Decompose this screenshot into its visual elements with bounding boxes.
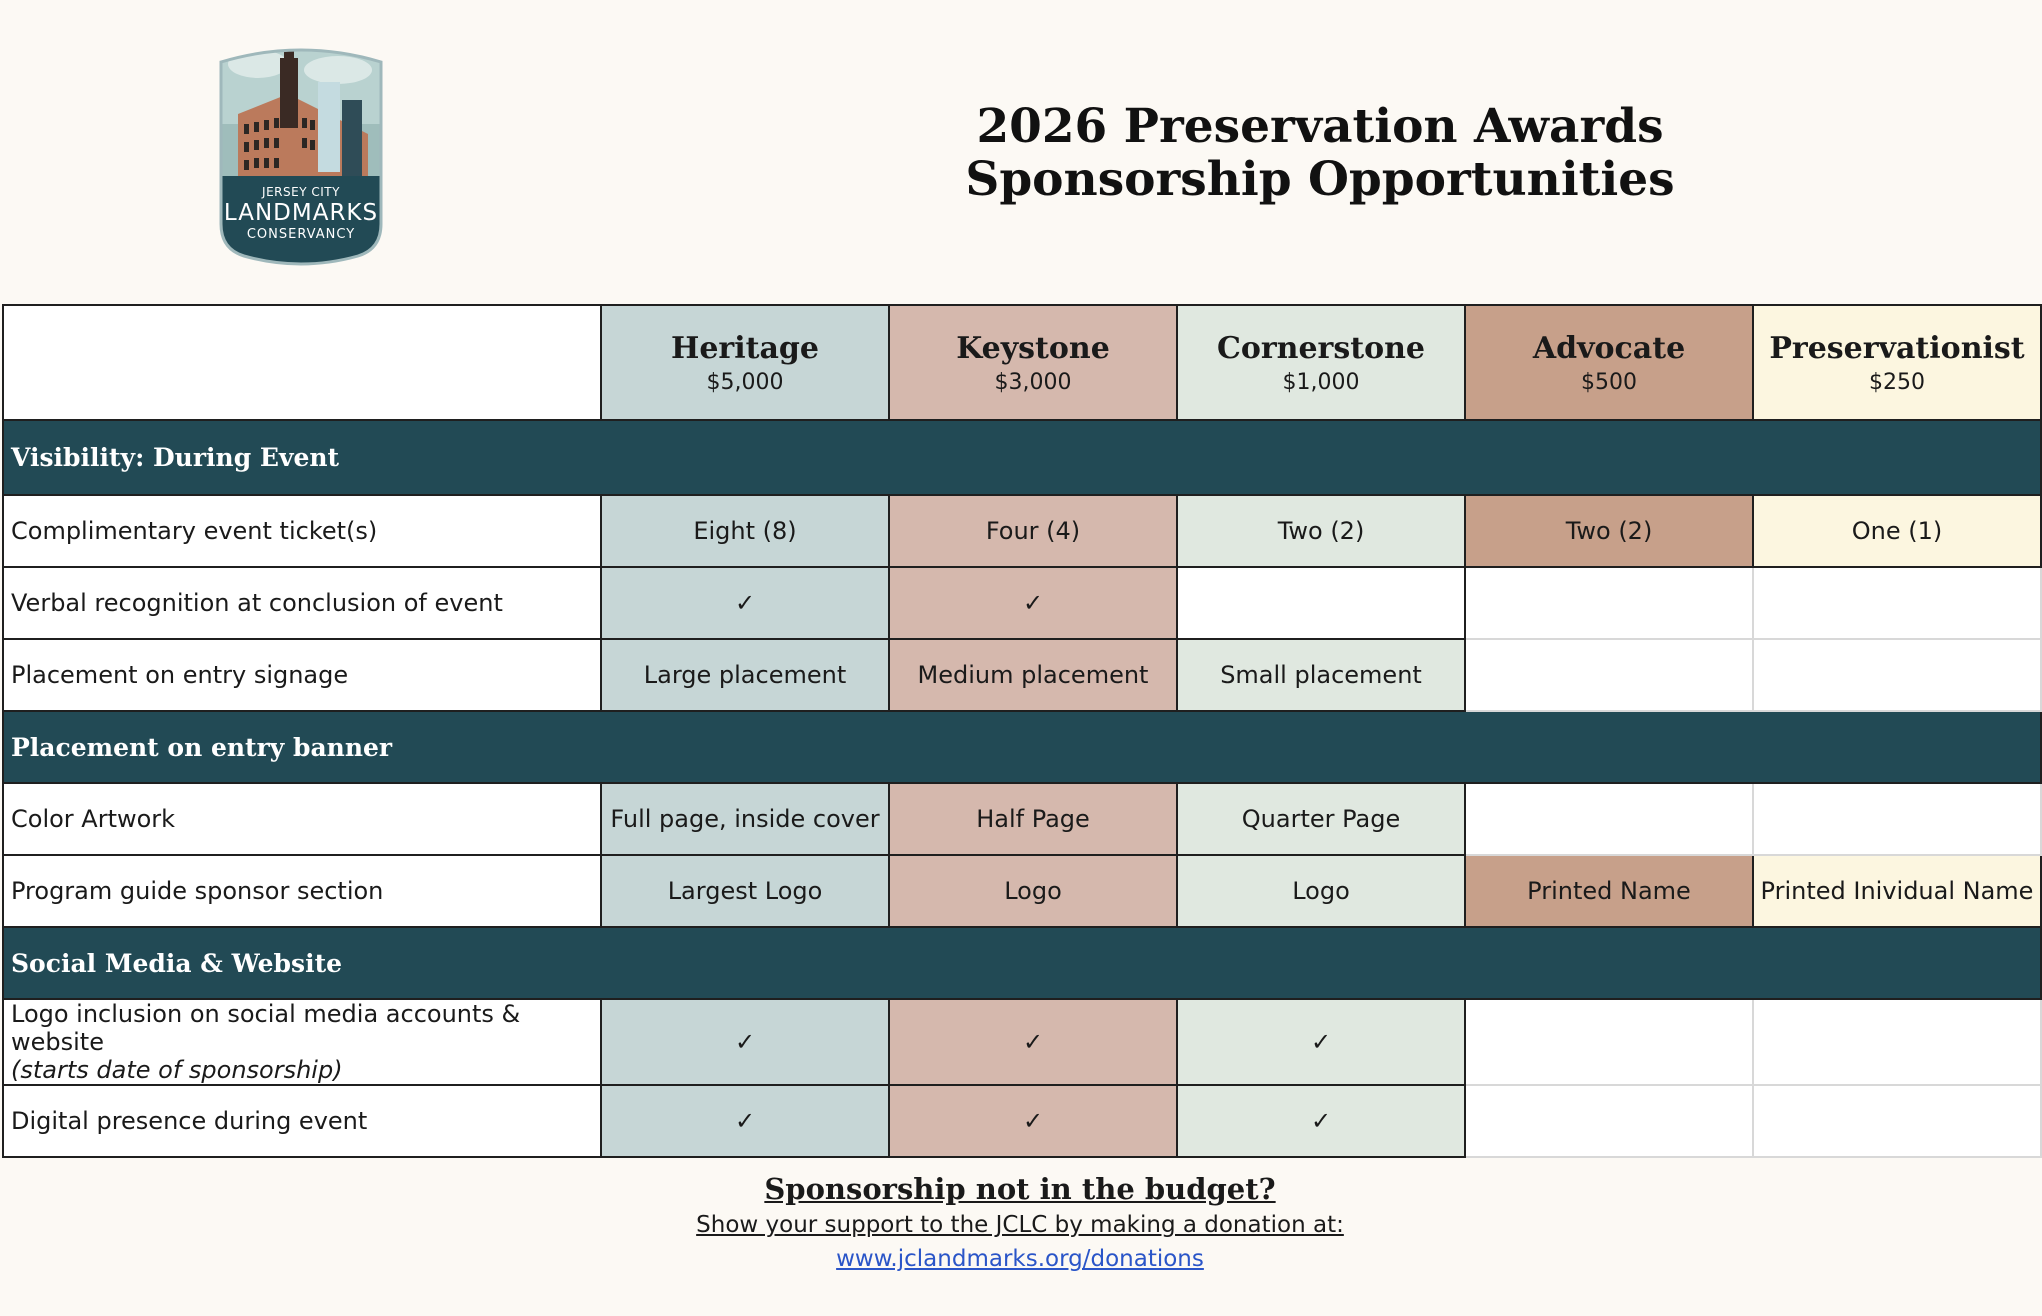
cell-cornerstone: Two (2) [1177, 495, 1465, 567]
row-sublabel: (starts date of sponsorship) [11, 1056, 343, 1084]
tier-preservationist [1753, 305, 2041, 420]
cell-advocate-empty [1465, 999, 1753, 1085]
cell-preservationist-empty [1753, 567, 2041, 639]
tier-header-row [3, 305, 2041, 420]
tier-name: Preservationist [1769, 330, 2025, 366]
section-header-row [3, 711, 2041, 783]
tier-advocate [1465, 305, 1753, 420]
table-row [3, 495, 2041, 567]
cell-preservationist-empty [1753, 639, 2041, 711]
table-row [3, 855, 2041, 927]
cell-heritage: Largest Logo [601, 855, 889, 927]
row-label: Program guide sponsor section [3, 855, 601, 927]
organization-logo [218, 44, 384, 266]
cell-heritage: Eight (8) [601, 495, 889, 567]
footer-title: Sponsorship not in the budget? [764, 1172, 1276, 1206]
logo-line-2: LANDMARKS [223, 200, 379, 226]
cell-preservationist: One (1) [1753, 495, 2041, 567]
cell-heritage-check: ✓ [601, 999, 889, 1085]
row-label: Color Artwork [3, 783, 601, 855]
title-line-2: Sponsorship Opportunities [965, 152, 1675, 207]
donation-footer [0, 1172, 2040, 1272]
cell-keystone-check: ✓ [889, 567, 1177, 639]
cell-preservationist-empty [1753, 999, 2041, 1085]
cell-advocate-empty [1465, 567, 1753, 639]
cell-keystone: Logo [889, 855, 1177, 927]
cell-cornerstone-empty [1177, 567, 1465, 639]
cell-cornerstone-check: ✓ [1177, 999, 1465, 1085]
row-label: Digital presence during event [3, 1085, 601, 1157]
tier-name: Keystone [956, 330, 1110, 366]
cell-advocate: Two (2) [1465, 495, 1753, 567]
row-label: Complimentary event ticket(s) [3, 495, 601, 567]
sponsorship-table [2, 304, 2042, 1158]
section-title: Placement on entry banner [3, 711, 2041, 783]
row-label: Placement on entry signage [3, 639, 601, 711]
cell-advocate-empty [1465, 1085, 1753, 1157]
tier-price: $1,000 [1282, 369, 1360, 395]
table-row [3, 1085, 2041, 1157]
tier-heritage [601, 305, 889, 420]
cell-heritage: Large placement [601, 639, 889, 711]
cell-advocate: Printed Name [1465, 855, 1753, 927]
table-row [3, 999, 2041, 1085]
tier-price: $5,000 [706, 369, 784, 395]
logo-line-3: CONSERVANCY [246, 227, 356, 242]
section-title: Social Media & Website [3, 927, 2041, 999]
cell-keystone-check: ✓ [889, 999, 1177, 1085]
header-corner-cell [3, 305, 601, 420]
row-label: Verbal recognition at conclusion of event [3, 567, 601, 639]
cell-advocate-empty [1465, 783, 1753, 855]
logo-line-1: JERSEY CITY [262, 185, 340, 199]
cell-cornerstone: Quarter Page [1177, 783, 1465, 855]
cell-preservationist-empty [1753, 1085, 2041, 1157]
row-label: Logo inclusion on social media accounts & website [11, 1000, 521, 1056]
cell-heritage-check: ✓ [601, 1085, 889, 1157]
section-title: Visibility: During Event [3, 420, 2041, 495]
cell-keystone-check: ✓ [889, 1085, 1177, 1157]
page-title [960, 100, 1680, 206]
table-row [3, 639, 2041, 711]
tier-price: $500 [1581, 369, 1637, 395]
tier-price: $250 [1869, 369, 1925, 395]
cell-cornerstone: Small placement [1177, 639, 1465, 711]
tier-name: Heritage [671, 330, 819, 366]
cell-cornerstone-check: ✓ [1177, 1085, 1465, 1157]
table-row [3, 567, 2041, 639]
cell-keystone: Medium placement [889, 639, 1177, 711]
tier-cornerstone [1177, 305, 1465, 420]
tier-price: $3,000 [994, 369, 1072, 395]
cell-advocate-empty [1465, 639, 1753, 711]
cell-cornerstone: Logo [1177, 855, 1465, 927]
row-label-cell [3, 999, 601, 1085]
tier-name: Advocate [1532, 330, 1686, 366]
cell-keystone: Four (4) [889, 495, 1177, 567]
tier-keystone [889, 305, 1177, 420]
section-header-row [3, 927, 2041, 999]
cell-heritage-check: ✓ [601, 567, 889, 639]
cell-preservationist-empty [1753, 783, 2041, 855]
title-line-1: 2026 Preservation Awards [976, 99, 1664, 154]
tier-name: Cornerstone [1216, 330, 1426, 366]
cell-keystone: Half Page [889, 783, 1177, 855]
footer-subtitle: Show your support to the JCLC by making a donation at: [696, 1212, 1344, 1238]
cell-heritage: Full page, inside cover [601, 783, 889, 855]
donation-link[interactable]: www.jclandmarks.org/donations [836, 1246, 1204, 1272]
section-header-row [3, 420, 2041, 495]
cell-preservationist: Printed Inividual Name [1753, 855, 2041, 927]
table-row [3, 783, 2041, 855]
